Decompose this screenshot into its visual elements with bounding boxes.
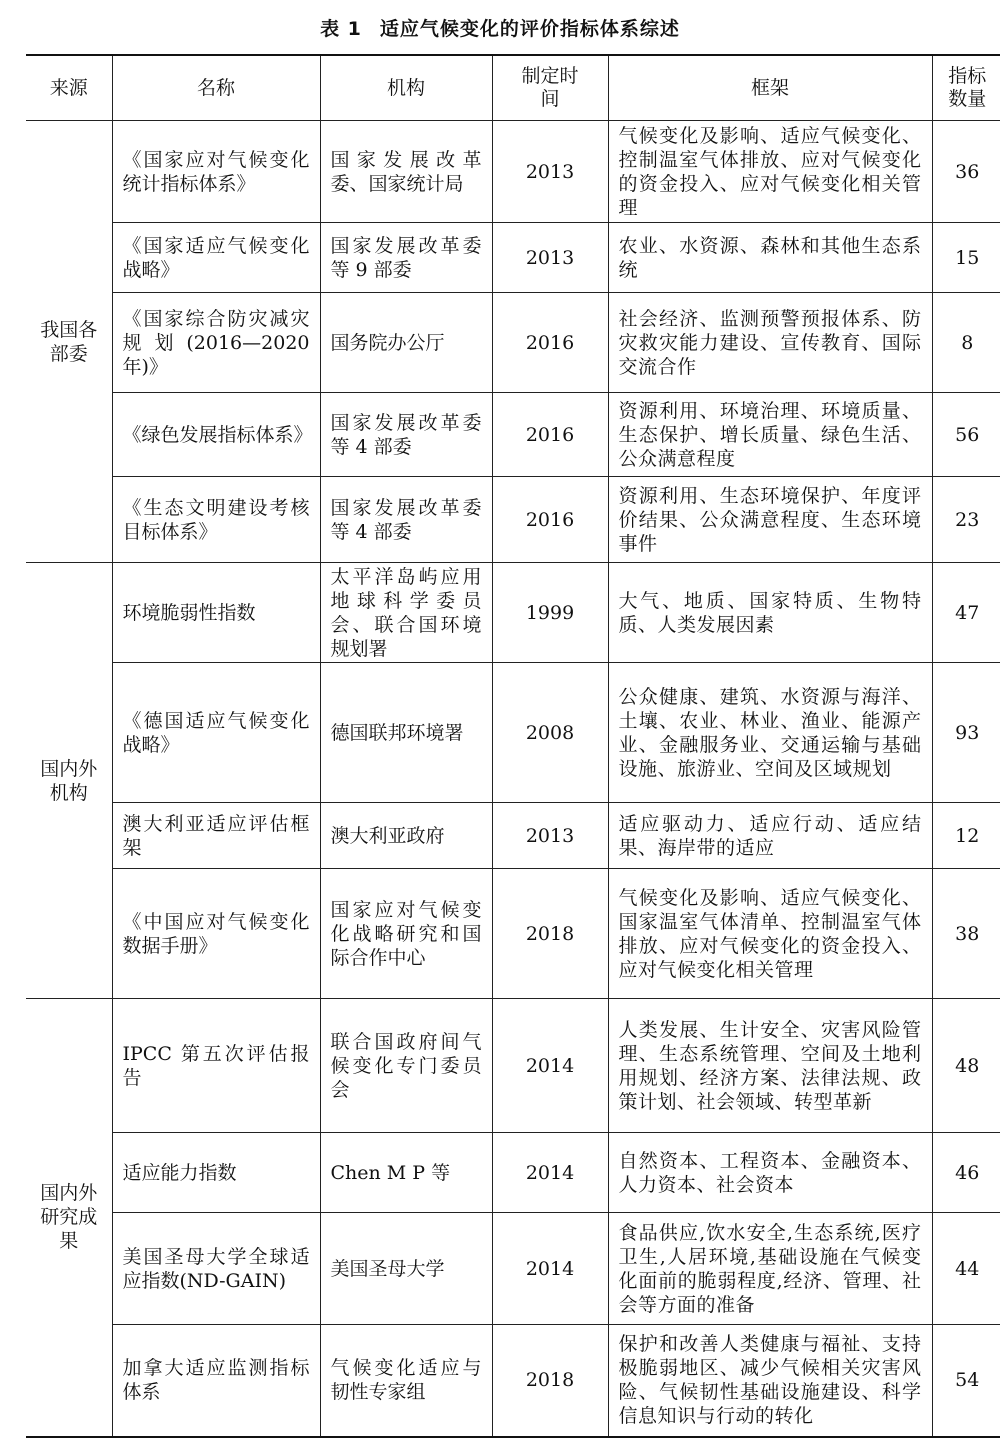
row-year: 2016 — [492, 293, 608, 393]
table-row — [26, 393, 1000, 477]
row-org: 德国联邦环境署 — [320, 663, 492, 803]
table-row — [26, 803, 1000, 869]
row-frame: 气候变化及影响、适应气候变化、国家温室气体清单、控制温室气体排放、应对气候变化的资金投入、应对气候变化相关管理 — [608, 869, 932, 999]
row-year: 2018 — [492, 869, 608, 999]
row-count: 44 — [932, 1213, 1000, 1325]
header-org: 机构 — [320, 55, 492, 121]
header-row — [26, 55, 1000, 121]
row-year: 2013 — [492, 121, 608, 223]
row-org: 美国圣母大学 — [320, 1213, 492, 1325]
row-year: 1999 — [492, 563, 608, 663]
row-year: 2013 — [492, 803, 608, 869]
header-year: 制定时间 — [492, 55, 608, 121]
row-year: 2014 — [492, 1133, 608, 1213]
header-frame: 框架 — [608, 55, 932, 121]
row-frame: 气候变化及影响、适应气候变化、控制温室气体排放、应对气候变化的资金投入、应对气候变化相关管理 — [608, 121, 932, 223]
row-frame: 食品供应,饮水安全,生态系统,医疗卫生,人居环境,基础设施在气候变化面前的脆弱程度,经济、管理、社会等方面的准备 — [608, 1213, 932, 1325]
row-frame: 自然资本、工程资本、金融资本、人力资本、社会资本 — [608, 1133, 932, 1213]
row-count: 36 — [932, 121, 1000, 223]
row-count: 47 — [932, 563, 1000, 663]
row-name: 加拿大适应监测指标体系 — [112, 1325, 320, 1437]
row-name: 《中国应对气候变化数据手册》 — [112, 869, 320, 999]
row-name: 《国家综合防灾减灾规划(2016—2020 年)》 — [112, 293, 320, 393]
row-year: 2013 — [492, 223, 608, 293]
table-number: 表 1 — [320, 18, 362, 40]
table-row — [26, 1133, 1000, 1213]
row-org: 气候变化适应与韧性专家组 — [320, 1325, 492, 1437]
indicator-table — [26, 54, 1000, 1438]
row-name: 《国家应对气候变化统计指标体系》 — [112, 121, 320, 223]
row-org: 国家发展改革委等 4 部委 — [320, 393, 492, 477]
row-frame: 适应驱动力、适应行动、适应结果、海岸带的适应 — [608, 803, 932, 869]
row-name: 澳大利亚适应评估框架 — [112, 803, 320, 869]
row-name: 《国家适应气候变化战略》 — [112, 223, 320, 293]
header-name: 名称 — [112, 55, 320, 121]
row-org: 国家发展改革委、国家统计局 — [320, 121, 492, 223]
group-label: 我国各部委 — [26, 121, 112, 563]
table-row — [26, 1213, 1000, 1325]
row-frame: 人类发展、生计安全、灾害风险管理、生态系统管理、空间及土地利用规划、经济方案、法律法规、政策计划、社会领域、转型革新 — [608, 999, 932, 1133]
table-title: 适应气候变化的评价指标体系综述 — [379, 18, 680, 40]
table-row — [26, 1325, 1000, 1437]
row-org: Chen M P 等 — [320, 1133, 492, 1213]
row-name: 环境脆弱性指数 — [112, 563, 320, 663]
table-row — [26, 223, 1000, 293]
row-year: 2014 — [492, 1213, 608, 1325]
row-count: 23 — [932, 477, 1000, 563]
table-row — [26, 121, 1000, 223]
row-frame: 公众健康、建筑、水资源与海洋、土壤、农业、林业、渔业、能源产业、金融服务业、交通运输与基础设施、旅游业、空间及区域规划 — [608, 663, 932, 803]
row-count: 54 — [932, 1325, 1000, 1437]
table-row — [26, 477, 1000, 563]
row-count: 15 — [932, 223, 1000, 293]
row-org: 国务院办公厅 — [320, 293, 492, 393]
row-count: 12 — [932, 803, 1000, 869]
group-label: 国内外机构 — [26, 563, 112, 999]
group-label: 国内外研究成果 — [26, 999, 112, 1437]
row-name: 《绿色发展指标体系》 — [112, 393, 320, 477]
row-name: 《生态文明建设考核目标体系》 — [112, 477, 320, 563]
header-source: 来源 — [26, 55, 112, 121]
table-row — [26, 999, 1000, 1133]
table-row — [26, 869, 1000, 999]
row-count: 93 — [932, 663, 1000, 803]
row-frame: 农业、水资源、森林和其他生态系统 — [608, 223, 932, 293]
row-frame: 资源利用、生态环境保护、年度评价结果、公众满意程度、生态环境事件 — [608, 477, 932, 563]
table-row — [26, 563, 1000, 663]
row-org: 联合国政府间气候变化专门委员会 — [320, 999, 492, 1133]
row-year: 2008 — [492, 663, 608, 803]
row-name: IPCC 第五次评估报告 — [112, 999, 320, 1133]
row-frame: 保护和改善人类健康与福祉、支持极脆弱地区、减少气候相关灾害风险、气候韧性基础设施建设、科学信息知识与行动的转化 — [608, 1325, 932, 1437]
row-org: 澳大利亚政府 — [320, 803, 492, 869]
row-frame: 大气、地质、国家特质、生物特质、人类发展因素 — [608, 563, 932, 663]
row-count: 56 — [932, 393, 1000, 477]
row-name: 美国圣母大学全球适应指数(ND-GAIN) — [112, 1213, 320, 1325]
table-caption — [0, 14, 1000, 41]
table-row — [26, 663, 1000, 803]
row-name: 适应能力指数 — [112, 1133, 320, 1213]
row-org: 国家应对气候变化战略研究和国际合作中心 — [320, 869, 492, 999]
row-name: 《德国适应气候变化战略》 — [112, 663, 320, 803]
header-count: 指标数量 — [932, 55, 1000, 121]
row-count: 8 — [932, 293, 1000, 393]
row-year: 2016 — [492, 393, 608, 477]
row-count: 38 — [932, 869, 1000, 999]
row-year: 2016 — [492, 477, 608, 563]
row-year: 2014 — [492, 999, 608, 1133]
row-year: 2018 — [492, 1325, 608, 1437]
row-count: 46 — [932, 1133, 1000, 1213]
row-frame: 资源利用、环境治理、环境质量、生态保护、增长质量、绿色生活、公众满意程度 — [608, 393, 932, 477]
row-count: 48 — [932, 999, 1000, 1133]
row-org: 国家发展改革委等 4 部委 — [320, 477, 492, 563]
row-org: 国家发展改革委等 9 部委 — [320, 223, 492, 293]
row-org: 太平洋岛屿应用地球科学委员会、联合国环境规划署 — [320, 563, 492, 663]
row-frame: 社会经济、监测预警预报体系、防灾救灾能力建设、宣传教育、国际交流合作 — [608, 293, 932, 393]
table-row — [26, 293, 1000, 393]
